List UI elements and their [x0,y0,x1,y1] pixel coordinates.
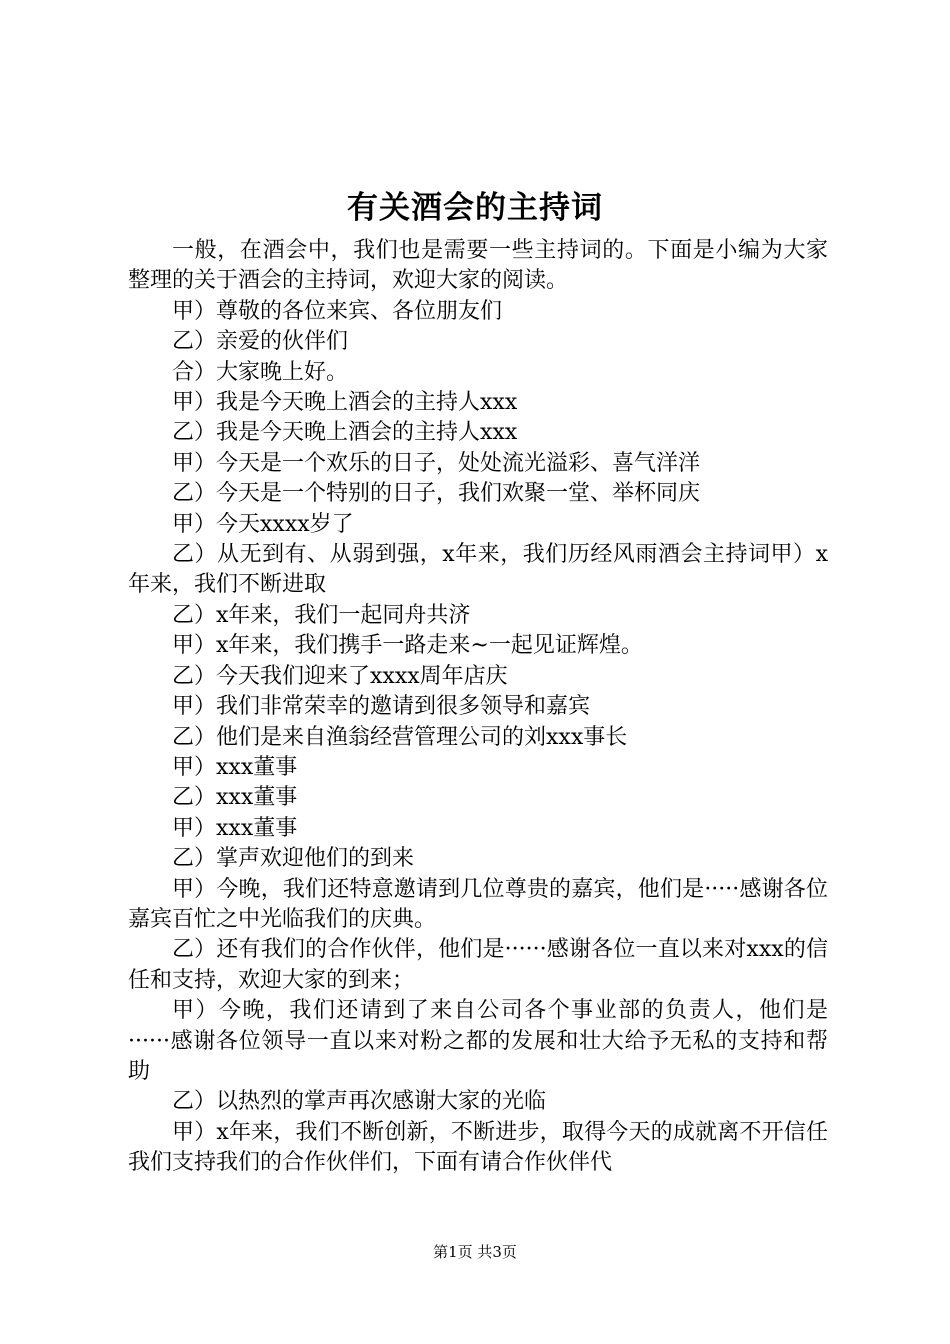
document-title: 有关酒会的主持词 [347,190,603,226]
paragraph: 甲）我是今天晚上酒会的主持人xxx [172,390,518,416]
paragraph: 甲）今晚，我们还请到了来自公司各个事业部的负责人，他们是······感谢各位领导一直以来对粉之都的发展和壮大给予无私的支持和帮助 [128,998,828,1084]
paragraph: 甲）今晚，我们还特意邀请到几位尊贵的嘉宾，他们是·····感谢各位嘉宾百忙之中光临我们的庆典。 [128,876,828,932]
page-number-footer: 第1页 共3页 [433,1243,517,1261]
paragraph: 乙）今天是一个特别的日子，我们欢聚一堂、举杯同庆 [172,481,701,507]
paragraph: 乙）x年来，我们一起同舟共济 [172,602,471,628]
paragraph: 甲）x年来，我们携手一路走来~一起见证辉煌。 [172,633,643,659]
paragraph: 乙）我是今天晚上酒会的主持人xxx [172,420,518,446]
paragraph: 乙）今天我们迎来了xxxx周年店庆 [172,663,508,689]
paragraph: 一般，在酒会中，我们也是需要一些主持词的。下面是小编为大家整理的关于酒会的主持词，欢迎大家的阅读。 [128,238,828,294]
paragraph: 乙）还有我们的合作伙伴，他们是······感谢各位一直以来对xxx的信任和支持，欢迎大家的到来； [128,937,828,993]
paragraph: 乙）亲爱的伙伴们 [172,329,349,355]
paragraph: 乙）掌声欢迎他们的到来 [172,846,415,872]
paragraph: 乙）从无到有、从弱到强，x年来，我们历经风雨酒会主持词甲）x年来，我们不断进取 [128,542,828,598]
paragraph: 乙）他们是来自渔翁经营管理公司的刘xxx事长 [172,724,628,750]
paragraph: 乙）xxx董事 [172,785,298,811]
paragraph: 甲）xxx董事 [172,754,298,780]
paragraph: 合）大家晚上好。 [172,359,349,385]
paragraph: 乙）以热烈的掌声再次感谢大家的光临 [172,1089,547,1115]
paragraph: 甲）我们非常荣幸的邀请到很多领导和嘉宾 [172,694,591,720]
paragraph: 甲）x年来，我们不断创新，不断进步，取得今天的成就离不开信任我们支持我们的合作伙伴们，下面有请合作伙伴代 [128,1119,828,1176]
paragraph: 甲）今天xxxx岁了 [172,511,354,537]
document-body [128,236,828,1179]
paragraph: 甲）尊敬的各位来宾、各位朋友们 [172,298,503,324]
paragraph: 甲）今天是一个欢乐的日子，处处流光溢彩、喜气洋洋 [172,450,701,476]
paragraph: 甲）xxx董事 [172,815,298,841]
